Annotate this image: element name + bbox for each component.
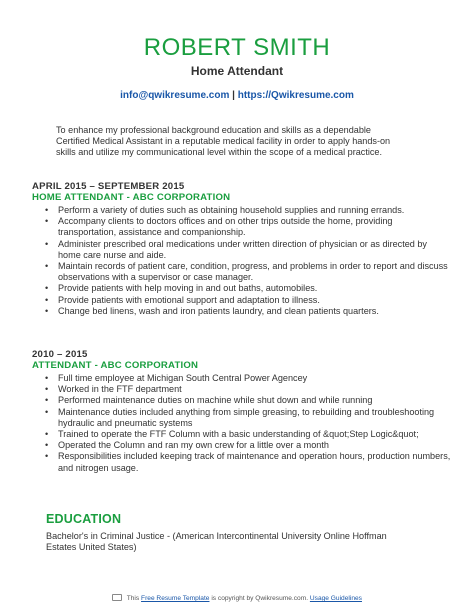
- footer-prefix: This: [126, 595, 140, 602]
- footer-copyright: is copyright by Qwikresume.com.: [211, 595, 309, 602]
- duty-item: • Maintain records of patient care, condition, progress, and problems in order to report and discuss observations with a supervisor or case manager.: [42, 261, 452, 283]
- duty-item: • Provide patients with help moving in and out baths, automobiles.: [42, 283, 452, 294]
- duty-item: • Maintenance duties included anything from simple greasing, to rebuilding and troubleshooting hydraulic and pneumatic systems: [42, 407, 452, 429]
- duty-item: • Worked in the FTF department: [42, 384, 452, 395]
- free-template-link[interactable]: Free Resume Template: [141, 595, 210, 602]
- education-entry: Bachelor's in Criminal Justice - (American Intercontinental University Online Hoffman Estates United States): [46, 531, 387, 553]
- duty-item: • Perform a variety of duties such as obtaining household supplies and running errands.: [42, 205, 452, 216]
- job-role: HOME ATTENDANT - ABC CORPORATION: [32, 192, 231, 203]
- duty-item: • Performed maintenance duties on machine while shut down and while running: [42, 395, 452, 406]
- contact-separator: |: [232, 90, 235, 101]
- duty-item: • Administer prescribed oral medications under written direction of physician or as directed by home care nurse and aide.: [42, 239, 452, 261]
- duty-item: • Operated the Column and ran my own crew for a little over a month: [42, 440, 452, 451]
- document-icon: [112, 594, 122, 601]
- usage-guidelines-link[interactable]: Usage Guidelines: [309, 595, 362, 602]
- duty-item: • Full time employee at Michigan South Central Power Agencey: [42, 373, 452, 384]
- duty-item: • Provide patients with emotional support and adaptation to illness.: [42, 295, 452, 306]
- experience-entry: [32, 181, 452, 317]
- experience-entry: [32, 349, 452, 474]
- duties-list: [42, 373, 452, 474]
- email-link[interactable]: info@qwikresume.com: [120, 90, 230, 101]
- duty-item: • Change bed linens, wash and iron patients laundry, and clean patients quarters.: [42, 306, 452, 317]
- duty-item: • Accompany clients to doctors offices and on other trips outside the home, providing transportation, assistance and companionship.: [42, 216, 452, 238]
- job-role: ATTENDANT - ABC CORPORATION: [32, 360, 199, 371]
- duty-item: • Trained to operate the FTF Column with a basic understanding of &quot;Step Logic&quot;: [42, 429, 452, 440]
- job-dates: 2010 – 2015: [32, 349, 88, 360]
- footer: [0, 594, 474, 603]
- job-dates: APRIL 2015 – SEPTEMBER 2015: [32, 181, 185, 192]
- education-heading: EDUCATION: [46, 512, 122, 526]
- contact-line: [0, 89, 474, 102]
- job-title: Home Attendant: [190, 64, 284, 78]
- candidate-name: ROBERT SMITH: [143, 34, 331, 61]
- website-link[interactable]: https://Qwikresume.com: [237, 90, 354, 101]
- duties-list: [42, 205, 452, 317]
- summary-paragraph: To enhance my professional background education and skills as a dependable Certified Medical Assistant in a reputable medical facility in order to apply hands-on skills and utilize my communicational level within the scope of a medical practice.: [56, 125, 391, 158]
- resume-header: [0, 34, 474, 102]
- duty-item: • Responsibilities included keeping track of maintenance and operation hours, production numbers, and nitrogen usage.: [42, 451, 452, 473]
